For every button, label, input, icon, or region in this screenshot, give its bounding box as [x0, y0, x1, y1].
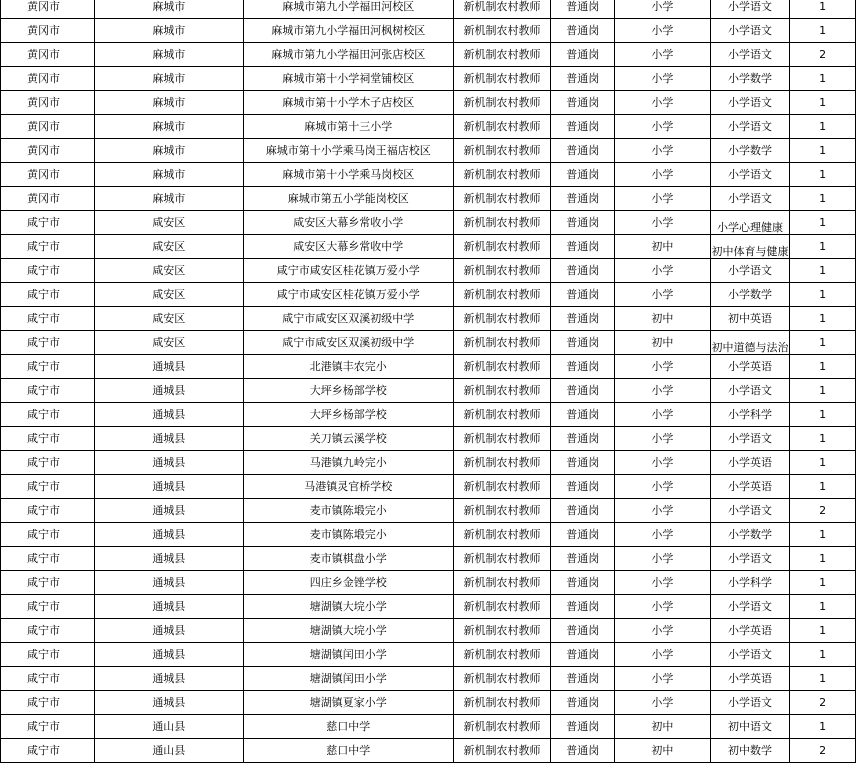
- job-category-cell: 新机制农村教师: [453, 691, 551, 715]
- post-type-cell: 普通岗: [551, 259, 615, 283]
- county-cell: 通城县: [94, 691, 243, 715]
- subject-cell: 小学英语: [710, 667, 790, 691]
- city-cell: 黄冈市: [1, 139, 95, 163]
- school-cell: 咸宁市咸安区桂花镇万爱小学: [243, 259, 453, 283]
- school-cell: 慈口中学: [243, 739, 453, 763]
- county-cell: 咸安区: [94, 307, 243, 331]
- county-cell: 咸安区: [94, 331, 243, 355]
- school-level-cell: 初中: [615, 715, 710, 739]
- post-type-cell: 普通岗: [551, 403, 615, 427]
- county-cell: 麻城市: [94, 163, 243, 187]
- count-cell: 1: [790, 307, 856, 331]
- post-type-cell: 普通岗: [551, 715, 615, 739]
- table-row: [1, 67, 856, 91]
- school-level-cell: 小学: [615, 259, 710, 283]
- table-row: [1, 331, 856, 355]
- count-cell: 1: [790, 475, 856, 499]
- post-type-cell: 普通岗: [551, 451, 615, 475]
- school-cell: 麻城市第五小学能岗校区: [243, 187, 453, 211]
- count-cell: 1: [790, 667, 856, 691]
- city-cell: 咸宁市: [1, 715, 95, 739]
- post-type-cell: 普通岗: [551, 523, 615, 547]
- subject-cell: 小学科学: [710, 571, 790, 595]
- school-level-cell: 小学: [615, 0, 710, 19]
- post-type-cell: 普通岗: [551, 91, 615, 115]
- post-type-cell: 普通岗: [551, 307, 615, 331]
- school-cell: 马港镇灵官桥学校: [243, 475, 453, 499]
- post-type-cell: 普通岗: [551, 739, 615, 763]
- post-type-cell: 普通岗: [551, 619, 615, 643]
- count-cell: 1: [790, 283, 856, 307]
- job-category-cell: 新机制农村教师: [453, 619, 551, 643]
- post-type-cell: 普通岗: [551, 0, 615, 19]
- job-category-cell: 新机制农村教师: [453, 331, 551, 355]
- school-cell: 咸宁市咸安区桂花镇万爱小学: [243, 283, 453, 307]
- job-category-cell: 新机制农村教师: [453, 307, 551, 331]
- school-level-cell: 小学: [615, 691, 710, 715]
- post-type-cell: 普通岗: [551, 427, 615, 451]
- city-cell: 咸宁市: [1, 523, 95, 547]
- job-category-cell: 新机制农村教师: [453, 595, 551, 619]
- count-cell: 1: [790, 571, 856, 595]
- school-cell: 大坪乡杨部学校: [243, 403, 453, 427]
- count-cell: 1: [790, 139, 856, 163]
- table-row: [1, 211, 856, 235]
- school-level-cell: 小学: [615, 91, 710, 115]
- county-cell: 通城县: [94, 595, 243, 619]
- count-cell: 2: [790, 499, 856, 523]
- job-category-cell: 新机制农村教师: [453, 739, 551, 763]
- subject-cell: 小学语文: [710, 427, 790, 451]
- subject-cell: 小学英语: [710, 619, 790, 643]
- table-row: [1, 427, 856, 451]
- table-row: [1, 379, 856, 403]
- school-cell: 塘湖镇大垸小学: [243, 619, 453, 643]
- post-type-cell: 普通岗: [551, 595, 615, 619]
- table-row: [1, 571, 856, 595]
- table-row: [1, 307, 856, 331]
- table-row: [1, 91, 856, 115]
- school-level-cell: 小学: [615, 139, 710, 163]
- job-category-cell: 新机制农村教师: [453, 427, 551, 451]
- job-category-cell: 新机制农村教师: [453, 0, 551, 19]
- school-level-cell: 小学: [615, 667, 710, 691]
- county-cell: 咸安区: [94, 283, 243, 307]
- school-cell: 麦市镇陈塅完小: [243, 499, 453, 523]
- post-type-cell: 普通岗: [551, 235, 615, 259]
- city-cell: 咸宁市: [1, 427, 95, 451]
- subject-cell: 初中道德与法治: [710, 331, 790, 355]
- county-cell: 通城县: [94, 475, 243, 499]
- school-cell: 大坪乡杨部学校: [243, 379, 453, 403]
- job-category-cell: 新机制农村教师: [453, 643, 551, 667]
- county-cell: 咸安区: [94, 211, 243, 235]
- county-cell: 通城县: [94, 451, 243, 475]
- school-level-cell: 小学: [615, 43, 710, 67]
- school-cell: 塘湖镇闰田小学: [243, 667, 453, 691]
- city-cell: 黄冈市: [1, 91, 95, 115]
- count-cell: 1: [790, 67, 856, 91]
- table-row: [1, 739, 856, 763]
- count-cell: 1: [790, 187, 856, 211]
- job-category-cell: 新机制农村教师: [453, 163, 551, 187]
- school-cell: 关刀镇云溪学校: [243, 427, 453, 451]
- school-level-cell: 小学: [615, 547, 710, 571]
- city-cell: 咸宁市: [1, 283, 95, 307]
- table-row: [1, 283, 856, 307]
- school-cell: 塘湖镇大垸小学: [243, 595, 453, 619]
- school-cell: 四庄乡金锉学校: [243, 571, 453, 595]
- job-category-cell: 新机制农村教师: [453, 475, 551, 499]
- school-level-cell: 初中: [615, 739, 710, 763]
- job-category-cell: 新机制农村教师: [453, 211, 551, 235]
- school-cell: 咸安区大幕乡常收小学: [243, 211, 453, 235]
- post-type-cell: 普通岗: [551, 571, 615, 595]
- city-cell: 咸宁市: [1, 595, 95, 619]
- city-cell: 咸宁市: [1, 691, 95, 715]
- subject-cell: 初中体育与健康: [710, 235, 790, 259]
- school-cell: 麻城市第十小学木子店校区: [243, 91, 453, 115]
- count-cell: 2: [790, 691, 856, 715]
- city-cell: 黄冈市: [1, 19, 95, 43]
- count-cell: 1: [790, 523, 856, 547]
- subject-cell: 初中语文: [710, 715, 790, 739]
- school-level-cell: 小学: [615, 19, 710, 43]
- count-cell: 1: [790, 259, 856, 283]
- table-row: [1, 355, 856, 379]
- school-cell: 马港镇九岭完小: [243, 451, 453, 475]
- subject-cell: 小学语文: [710, 547, 790, 571]
- school-level-cell: 小学: [615, 211, 710, 235]
- school-level-cell: 初中: [615, 331, 710, 355]
- school-level-cell: 小学: [615, 475, 710, 499]
- subject-cell: 小学科学: [710, 403, 790, 427]
- county-cell: 通城县: [94, 571, 243, 595]
- table-row: [1, 499, 856, 523]
- subject-cell: 小学语文: [710, 499, 790, 523]
- city-cell: 黄冈市: [1, 0, 95, 19]
- count-cell: 1: [790, 91, 856, 115]
- city-cell: 咸宁市: [1, 379, 95, 403]
- post-type-cell: 普通岗: [551, 355, 615, 379]
- county-cell: 通城县: [94, 427, 243, 451]
- subject-cell: 小学语文: [710, 379, 790, 403]
- county-cell: 通山县: [94, 715, 243, 739]
- subject-cell: 小学英语: [710, 451, 790, 475]
- school-level-cell: 小学: [615, 643, 710, 667]
- school-level-cell: 小学: [615, 355, 710, 379]
- school-level-cell: 初中: [615, 235, 710, 259]
- school-cell: 麦市镇陈塅完小: [243, 523, 453, 547]
- county-cell: 通城县: [94, 547, 243, 571]
- school-level-cell: 小学: [615, 403, 710, 427]
- count-cell: 1: [790, 355, 856, 379]
- job-category-cell: 新机制农村教师: [453, 91, 551, 115]
- table-row: [1, 595, 856, 619]
- city-cell: 咸宁市: [1, 643, 95, 667]
- job-category-cell: 新机制农村教师: [453, 67, 551, 91]
- count-cell: 1: [790, 331, 856, 355]
- subject-cell: 小学语文: [710, 115, 790, 139]
- school-level-cell: 小学: [615, 379, 710, 403]
- job-category-cell: 新机制农村教师: [453, 667, 551, 691]
- post-type-cell: 普通岗: [551, 691, 615, 715]
- table-row: [1, 139, 856, 163]
- city-cell: 咸宁市: [1, 331, 95, 355]
- job-category-cell: 新机制农村教师: [453, 43, 551, 67]
- county-cell: 麻城市: [94, 19, 243, 43]
- school-level-cell: 小学: [615, 187, 710, 211]
- city-cell: 咸宁市: [1, 667, 95, 691]
- county-cell: 麻城市: [94, 187, 243, 211]
- county-cell: 咸安区: [94, 235, 243, 259]
- table-row: [1, 523, 856, 547]
- school-cell: 北港镇丰农完小: [243, 355, 453, 379]
- subject-cell: 小学语文: [710, 91, 790, 115]
- school-level-cell: 小学: [615, 427, 710, 451]
- city-cell: 咸宁市: [1, 403, 95, 427]
- county-cell: 通城县: [94, 619, 243, 643]
- school-cell: 咸宁市咸安区双溪初级中学: [243, 331, 453, 355]
- city-cell: 咸宁市: [1, 235, 95, 259]
- school-cell: 麻城市第十小学乘马岗王福店校区: [243, 139, 453, 163]
- count-cell: 1: [790, 235, 856, 259]
- school-cell: 麻城市第十小学祠堂铺校区: [243, 67, 453, 91]
- subject-cell: 小学语文: [710, 691, 790, 715]
- table-row: [1, 187, 856, 211]
- school-cell: 麻城市第十三小学: [243, 115, 453, 139]
- count-cell: 2: [790, 43, 856, 67]
- city-cell: 咸宁市: [1, 451, 95, 475]
- subject-cell: 小学心理健康: [710, 211, 790, 235]
- subject-cell: 初中英语: [710, 307, 790, 331]
- subject-cell: 初中数学: [710, 739, 790, 763]
- county-cell: 麻城市: [94, 91, 243, 115]
- county-cell: 通城县: [94, 499, 243, 523]
- county-cell: 麻城市: [94, 115, 243, 139]
- school-level-cell: 小学: [615, 523, 710, 547]
- subject-cell: 小学英语: [710, 355, 790, 379]
- county-cell: 咸安区: [94, 259, 243, 283]
- subject-cell: 小学语文: [710, 163, 790, 187]
- table-row: [1, 691, 856, 715]
- city-cell: 黄冈市: [1, 67, 95, 91]
- count-cell: 1: [790, 451, 856, 475]
- count-cell: 1: [790, 427, 856, 451]
- subject-cell: 小学数学: [710, 523, 790, 547]
- table-row: [1, 547, 856, 571]
- subject-cell: 小学数学: [710, 139, 790, 163]
- city-cell: 咸宁市: [1, 307, 95, 331]
- subject-cell: 小学语文: [710, 595, 790, 619]
- count-cell: 1: [790, 547, 856, 571]
- subject-cell: 小学语文: [710, 0, 790, 19]
- school-cell: 咸安区大幕乡常收中学: [243, 235, 453, 259]
- job-category-cell: 新机制农村教师: [453, 259, 551, 283]
- job-category-cell: 新机制农村教师: [453, 547, 551, 571]
- county-cell: 麻城市: [94, 43, 243, 67]
- table-row: [1, 19, 856, 43]
- job-category-cell: 新机制农村教师: [453, 715, 551, 739]
- table-row: [1, 163, 856, 187]
- subject-cell: 小学语文: [710, 43, 790, 67]
- table-row: [1, 0, 856, 19]
- post-type-cell: 普通岗: [551, 115, 615, 139]
- school-level-cell: 小学: [615, 67, 710, 91]
- job-category-cell: 新机制农村教师: [453, 187, 551, 211]
- school-level-cell: 小学: [615, 499, 710, 523]
- county-cell: 通城县: [94, 643, 243, 667]
- post-type-cell: 普通岗: [551, 19, 615, 43]
- subject-cell: 小学数学: [710, 283, 790, 307]
- school-cell: 麻城市第九小学福田河枫树校区: [243, 19, 453, 43]
- city-cell: 咸宁市: [1, 475, 95, 499]
- job-category-cell: 新机制农村教师: [453, 139, 551, 163]
- city-cell: 咸宁市: [1, 619, 95, 643]
- school-cell: 麻城市第十小学乘马岗校区: [243, 163, 453, 187]
- count-cell: 1: [790, 715, 856, 739]
- job-category-cell: 新机制农村教师: [453, 283, 551, 307]
- count-cell: 1: [790, 115, 856, 139]
- count-cell: 1: [790, 619, 856, 643]
- job-category-cell: 新机制农村教师: [453, 115, 551, 139]
- post-type-cell: 普通岗: [551, 43, 615, 67]
- county-cell: 通城县: [94, 523, 243, 547]
- post-type-cell: 普通岗: [551, 331, 615, 355]
- post-type-cell: 普通岗: [551, 283, 615, 307]
- school-level-cell: 小学: [615, 451, 710, 475]
- post-type-cell: 普通岗: [551, 139, 615, 163]
- city-cell: 咸宁市: [1, 571, 95, 595]
- table-row: [1, 619, 856, 643]
- job-category-cell: 新机制农村教师: [453, 355, 551, 379]
- city-cell: 咸宁市: [1, 259, 95, 283]
- post-type-cell: 普通岗: [551, 187, 615, 211]
- table-row: [1, 403, 856, 427]
- count-cell: 1: [790, 19, 856, 43]
- city-cell: 咸宁市: [1, 739, 95, 763]
- count-cell: 1: [790, 0, 856, 19]
- count-cell: 2: [790, 739, 856, 763]
- post-type-cell: 普通岗: [551, 643, 615, 667]
- post-type-cell: 普通岗: [551, 163, 615, 187]
- school-level-cell: 小学: [615, 163, 710, 187]
- table-row: [1, 115, 856, 139]
- school-cell: 咸宁市咸安区双溪初级中学: [243, 307, 453, 331]
- post-type-cell: 普通岗: [551, 379, 615, 403]
- post-type-cell: 普通岗: [551, 499, 615, 523]
- city-cell: 黄冈市: [1, 163, 95, 187]
- job-category-cell: 新机制农村教师: [453, 379, 551, 403]
- count-cell: 1: [790, 595, 856, 619]
- table-row: [1, 715, 856, 739]
- job-category-cell: 新机制农村教师: [453, 499, 551, 523]
- count-cell: 1: [790, 643, 856, 667]
- county-cell: 通城县: [94, 355, 243, 379]
- job-category-cell: 新机制农村教师: [453, 235, 551, 259]
- school-cell: 麻城市第九小学福田河张店校区: [243, 43, 453, 67]
- subject-cell: 小学语文: [710, 187, 790, 211]
- table-body: [1, 0, 856, 763]
- post-type-cell: 普通岗: [551, 211, 615, 235]
- county-cell: 麻城市: [94, 0, 243, 19]
- count-cell: 1: [790, 379, 856, 403]
- post-type-cell: 普通岗: [551, 667, 615, 691]
- county-cell: 通城县: [94, 403, 243, 427]
- school-cell: 麦市镇棋盘小学: [243, 547, 453, 571]
- county-cell: 麻城市: [94, 67, 243, 91]
- county-cell: 通城县: [94, 667, 243, 691]
- job-category-cell: 新机制农村教师: [453, 523, 551, 547]
- table-row: [1, 667, 856, 691]
- count-cell: 1: [790, 211, 856, 235]
- job-category-cell: 新机制农村教师: [453, 403, 551, 427]
- county-cell: 通城县: [94, 379, 243, 403]
- school-cell: 塘湖镇闰田小学: [243, 643, 453, 667]
- post-type-cell: 普通岗: [551, 67, 615, 91]
- school-level-cell: 初中: [615, 307, 710, 331]
- city-cell: 黄冈市: [1, 187, 95, 211]
- city-cell: 咸宁市: [1, 355, 95, 379]
- school-level-cell: 小学: [615, 571, 710, 595]
- subject-cell: 小学英语: [710, 475, 790, 499]
- job-category-cell: 新机制农村教师: [453, 19, 551, 43]
- post-type-cell: 普通岗: [551, 547, 615, 571]
- post-type-cell: 普通岗: [551, 475, 615, 499]
- subject-cell: 小学数学: [710, 67, 790, 91]
- table-row: [1, 475, 856, 499]
- table-row: [1, 235, 856, 259]
- subject-cell: 小学语文: [710, 259, 790, 283]
- job-category-cell: 新机制农村教师: [453, 451, 551, 475]
- table-row: [1, 259, 856, 283]
- count-cell: 1: [790, 163, 856, 187]
- school-cell: 塘湖镇夏家小学: [243, 691, 453, 715]
- table-row: [1, 451, 856, 475]
- subject-cell: 小学语文: [710, 643, 790, 667]
- school-level-cell: 小学: [615, 595, 710, 619]
- table-row: [1, 643, 856, 667]
- county-cell: 麻城市: [94, 139, 243, 163]
- school-cell: 慈口中学: [243, 715, 453, 739]
- city-cell: 黄冈市: [1, 115, 95, 139]
- city-cell: 咸宁市: [1, 547, 95, 571]
- city-cell: 咸宁市: [1, 211, 95, 235]
- city-cell: 咸宁市: [1, 499, 95, 523]
- job-category-cell: 新机制农村教师: [453, 571, 551, 595]
- count-cell: 1: [790, 403, 856, 427]
- school-cell: 麻城市第九小学福田河校区: [243, 0, 453, 19]
- county-cell: 通山县: [94, 739, 243, 763]
- school-level-cell: 小学: [615, 619, 710, 643]
- table-row: [1, 43, 856, 67]
- school-level-cell: 小学: [615, 283, 710, 307]
- subject-cell: 小学语文: [710, 19, 790, 43]
- school-level-cell: 小学: [615, 115, 710, 139]
- city-cell: 黄冈市: [1, 43, 95, 67]
